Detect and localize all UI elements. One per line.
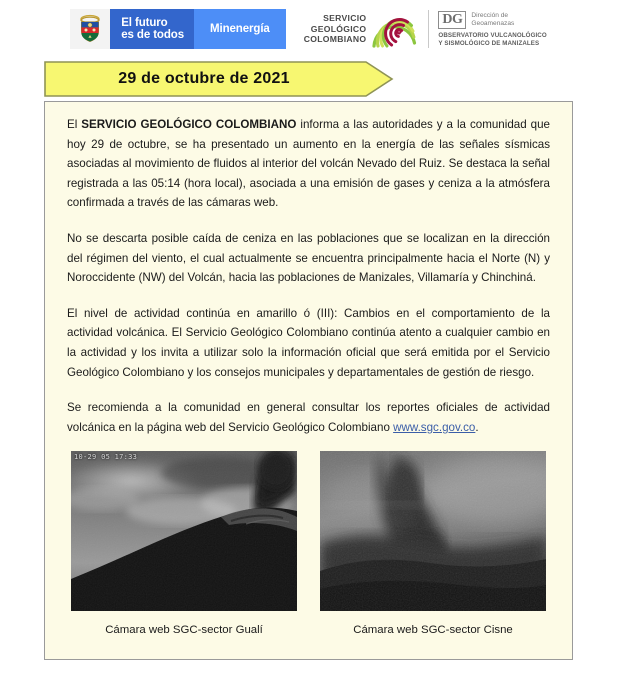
date-banner — [44, 61, 394, 97]
ovm-sub-line1: OBSERVATORIO VULCANOLÓGICO — [438, 31, 547, 39]
ovm-dir-line2: Geoamenazas — [471, 19, 515, 27]
webcam-photo-cisne — [320, 451, 546, 611]
p1-organization: SERVICIO GEOLÓGICO COLOMBIANO — [81, 118, 297, 131]
paragraph-3: El nivel de actividad continúa en amarillo ó (III): Cambios en el comportamiento de la actividad volcánica. El Servicio Geológico Colombiano continúa atento a cualquier cambio en la actividad y los invita a utilizar solo la información oficial que será emitida por el Servicio Geológico Colombiano y los consejos municipales y departamentales de gestión de riesgo. — [67, 306, 550, 379]
webcam-timestamp-guali: 10-29 05 17:33 — [74, 453, 138, 462]
ovm-subtitle — [438, 32, 546, 47]
ovm-logo-top — [438, 11, 546, 29]
sgc-logo-wordmark — [304, 13, 367, 45]
gov-slogan-line2: es de todos — [121, 29, 185, 41]
ministry-label: Minenergía — [194, 9, 286, 49]
ovm-monogram-icon: DG — [438, 11, 466, 29]
sgc-word-line2: GEOLÓGICO — [310, 23, 367, 34]
bulletin-content-panel — [44, 101, 573, 660]
sgc-word-line3: COLOMBIANO — [303, 34, 367, 45]
webcam-photo-guali — [71, 451, 297, 611]
ovm-direction-text — [471, 12, 514, 28]
sgc-website-link[interactable]: www.sgc.gov.co — [393, 420, 476, 434]
paragraph-1 — [67, 115, 550, 213]
sgc-logo — [304, 7, 418, 51]
paragraph-2: No se descarta posible caída de ceniza en las poblaciones que se localizan en la dirección del régimen del viento, el cual actualmente se encuentra principalmente hacia el Norte (N) y Noroccidente (NW) del Volcán, hacia las poblaciones de Manizales, Villamaría y Chinchiná. — [67, 231, 550, 285]
colombia-coat-of-arms-icon — [70, 9, 110, 49]
p1-post: informa a las autoridades y a la comunidad que hoy 29 de octubre, se ha presentado un aumento en la energía de las señales sísmicas asociadas al movimiento de fluidos al interior del volcán Nevado del Ruiz. Se destaca la señal registrada a las 05:14 (hora local), asociada a una emisión de gases y ceniza a la atmósfera confirmada a través de las cámaras web. — [67, 118, 550, 210]
sgc-spiral-icon — [371, 6, 417, 53]
ovm-dir-line1: Dirección de — [471, 11, 509, 19]
gov-co-logo — [70, 9, 286, 49]
gov-slogan-line1: El futuro — [121, 16, 168, 29]
banner-date-text: 29 de octubre de 2021 — [118, 70, 290, 87]
p4-post: . — [475, 420, 479, 434]
webcam-caption-guali: Cámara web SGC-sector Gualí — [105, 624, 263, 637]
webcam-cell-guali — [71, 451, 297, 636]
webcam-cell-cisne — [320, 451, 546, 636]
paragraph-4 — [67, 398, 550, 437]
gov-slogan — [110, 9, 194, 49]
webcam-images-row — [67, 451, 550, 636]
header-logo-bar — [0, 0, 617, 58]
p1-pre: El — [67, 118, 82, 131]
header-divider — [428, 10, 429, 48]
ovm-logo — [438, 8, 546, 50]
ovm-sub-line2: Y SISMOLÓGICO DE MANIZALES — [438, 39, 540, 47]
sgc-word-line1: SERVICIO — [323, 13, 367, 24]
p4-pre: Se recomienda a la comunidad en general consultar los reportes oficiales de actividad volcánica en la página web del Servicio Geológico Colombiano — [67, 401, 550, 434]
webcam-caption-cisne: Cámara web SGC-sector Cisne — [353, 624, 513, 637]
